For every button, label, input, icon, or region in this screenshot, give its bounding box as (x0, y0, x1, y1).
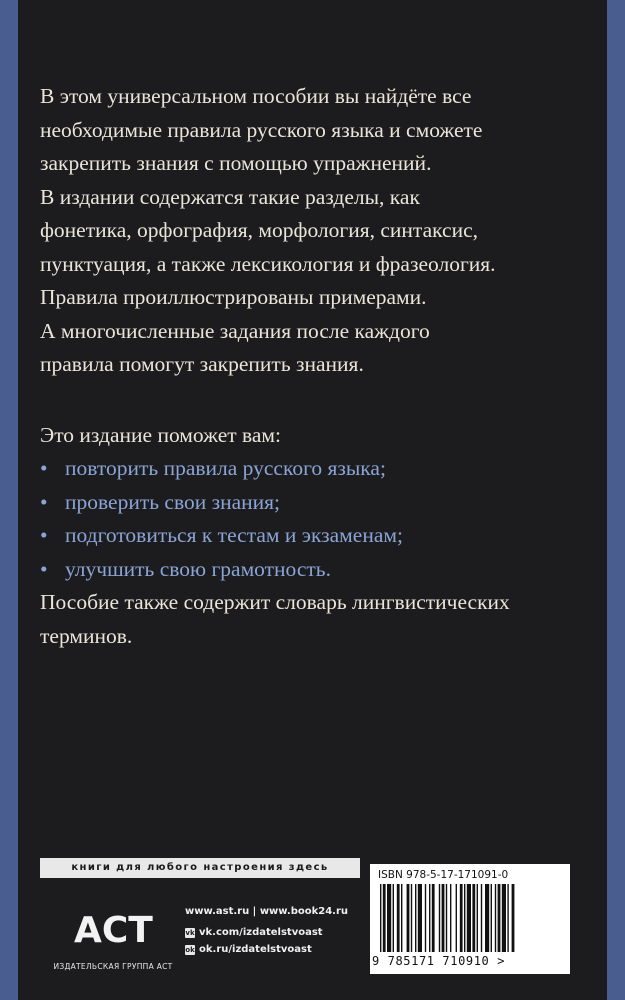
social-link-vk[interactable] (185, 927, 365, 938)
list-item-text: повторить правила русского языка; (65, 456, 386, 480)
intro-line: необходимые правила русского языка и сможете (40, 117, 483, 142)
barcode-bar (407, 884, 410, 952)
barcode-bar (512, 884, 515, 952)
zigzag-shape (605, 0, 625, 1000)
barcode-bar (401, 884, 402, 952)
barcode-bar (425, 884, 426, 952)
barcode-bar (380, 884, 381, 952)
barcode-bar (446, 884, 447, 952)
barcode-digits: 9 785171 710910 > (372, 954, 506, 968)
barcode-bar (383, 884, 386, 952)
list-item-text: улучшить свою грамотность. (65, 556, 331, 581)
intro-line: В этом универсальном пособии вы найдёте все (40, 84, 472, 108)
intro-line: правила помогут закрепить знания. (40, 352, 364, 376)
isbn-barcode-box (370, 864, 570, 974)
benefits-lead: Это издание поможет вам: (40, 422, 281, 447)
social-link-ok[interactable] (185, 944, 365, 955)
odnoklassniki-icon: ok (185, 945, 195, 954)
bullet-icon: • (40, 489, 48, 514)
social-link-text: ok.ru/izdatelstvoast (199, 944, 312, 955)
intro-line: Правила проиллюстрированы примерами. (40, 285, 427, 309)
bullet-icon: • (40, 523, 48, 547)
barcode-bar (502, 884, 506, 952)
barcode-bar (387, 884, 391, 952)
barcode-bar (507, 884, 508, 952)
barcode-bar (442, 884, 445, 952)
tagline-banner: книги для любого настроения здесь (40, 858, 360, 878)
dictionary-line: Пособие также содержит словарь лингвистических (40, 590, 510, 614)
publisher-footer (40, 858, 585, 988)
barcode-bar (439, 884, 440, 952)
benefits-list (40, 452, 570, 586)
barcode-bar (467, 884, 471, 952)
dictionary-paragraph (40, 586, 570, 653)
barcode-bar (397, 884, 400, 952)
barcode-bar (472, 884, 475, 952)
list-item (40, 452, 570, 486)
benefits-section (40, 419, 570, 587)
zigzag-shape (0, 0, 20, 1000)
barcode-bar (393, 884, 394, 952)
barcode-bar (477, 884, 478, 952)
barcode-bar (464, 884, 465, 952)
barcode-bar (495, 884, 496, 952)
intro-line: закрепить знания с помощью упражнений. (40, 151, 432, 175)
website-links[interactable]: www.ast.ru | www.book24.ru (185, 906, 349, 917)
list-item-text: проверить свои знания; (65, 489, 280, 514)
list-item (40, 519, 570, 553)
list-item-text: подготовиться к тестам и экзаменам; (65, 523, 403, 547)
barcode-image (378, 884, 562, 952)
barcode-bar (460, 884, 463, 952)
barcode-bar (450, 884, 451, 952)
publisher-caption: ИЗДАТЕЛЬСКАЯ ГРУППА АСТ (53, 962, 173, 971)
barcode-bar (415, 884, 416, 952)
bullet-icon: • (40, 556, 48, 581)
publisher-links (185, 906, 365, 955)
isbn-number: ISBN 978-5-17-171091-0 (378, 869, 509, 881)
vk-icon: vk (185, 928, 195, 937)
list-item (40, 553, 570, 587)
ast-logo-icon (70, 892, 156, 948)
zigzag-border-right (605, 0, 625, 1000)
barcode-bar (498, 884, 501, 952)
intro-line: В издании содержатся такие разделы, как (40, 184, 420, 209)
intro-line: пунктуация, а также лексикология и фразеология. (40, 251, 496, 276)
barcode-bar (456, 884, 457, 952)
intro-line: А многочисленные задания после каждого (40, 318, 430, 343)
intro-line: фонетика, орфография, морфология, синтаксис, (40, 218, 478, 242)
dictionary-line: терминов. (40, 623, 133, 648)
bullet-icon: • (40, 456, 48, 480)
barcode-bar (491, 884, 492, 952)
barcode-bar (411, 884, 412, 952)
barcode-bar (418, 884, 422, 952)
social-link-text: vk.com/izdatelstvoast (199, 927, 323, 938)
intro-paragraph (40, 80, 570, 382)
logo-text: ACT (74, 910, 153, 948)
barcode-bar (432, 884, 435, 952)
publisher-logo (48, 892, 178, 977)
zigzag-border-left (0, 0, 20, 1000)
list-item (40, 486, 570, 520)
barcode-bar (481, 884, 482, 952)
barcode-bar (429, 884, 430, 952)
barcode-bar (485, 884, 489, 952)
description-text (40, 80, 570, 653)
